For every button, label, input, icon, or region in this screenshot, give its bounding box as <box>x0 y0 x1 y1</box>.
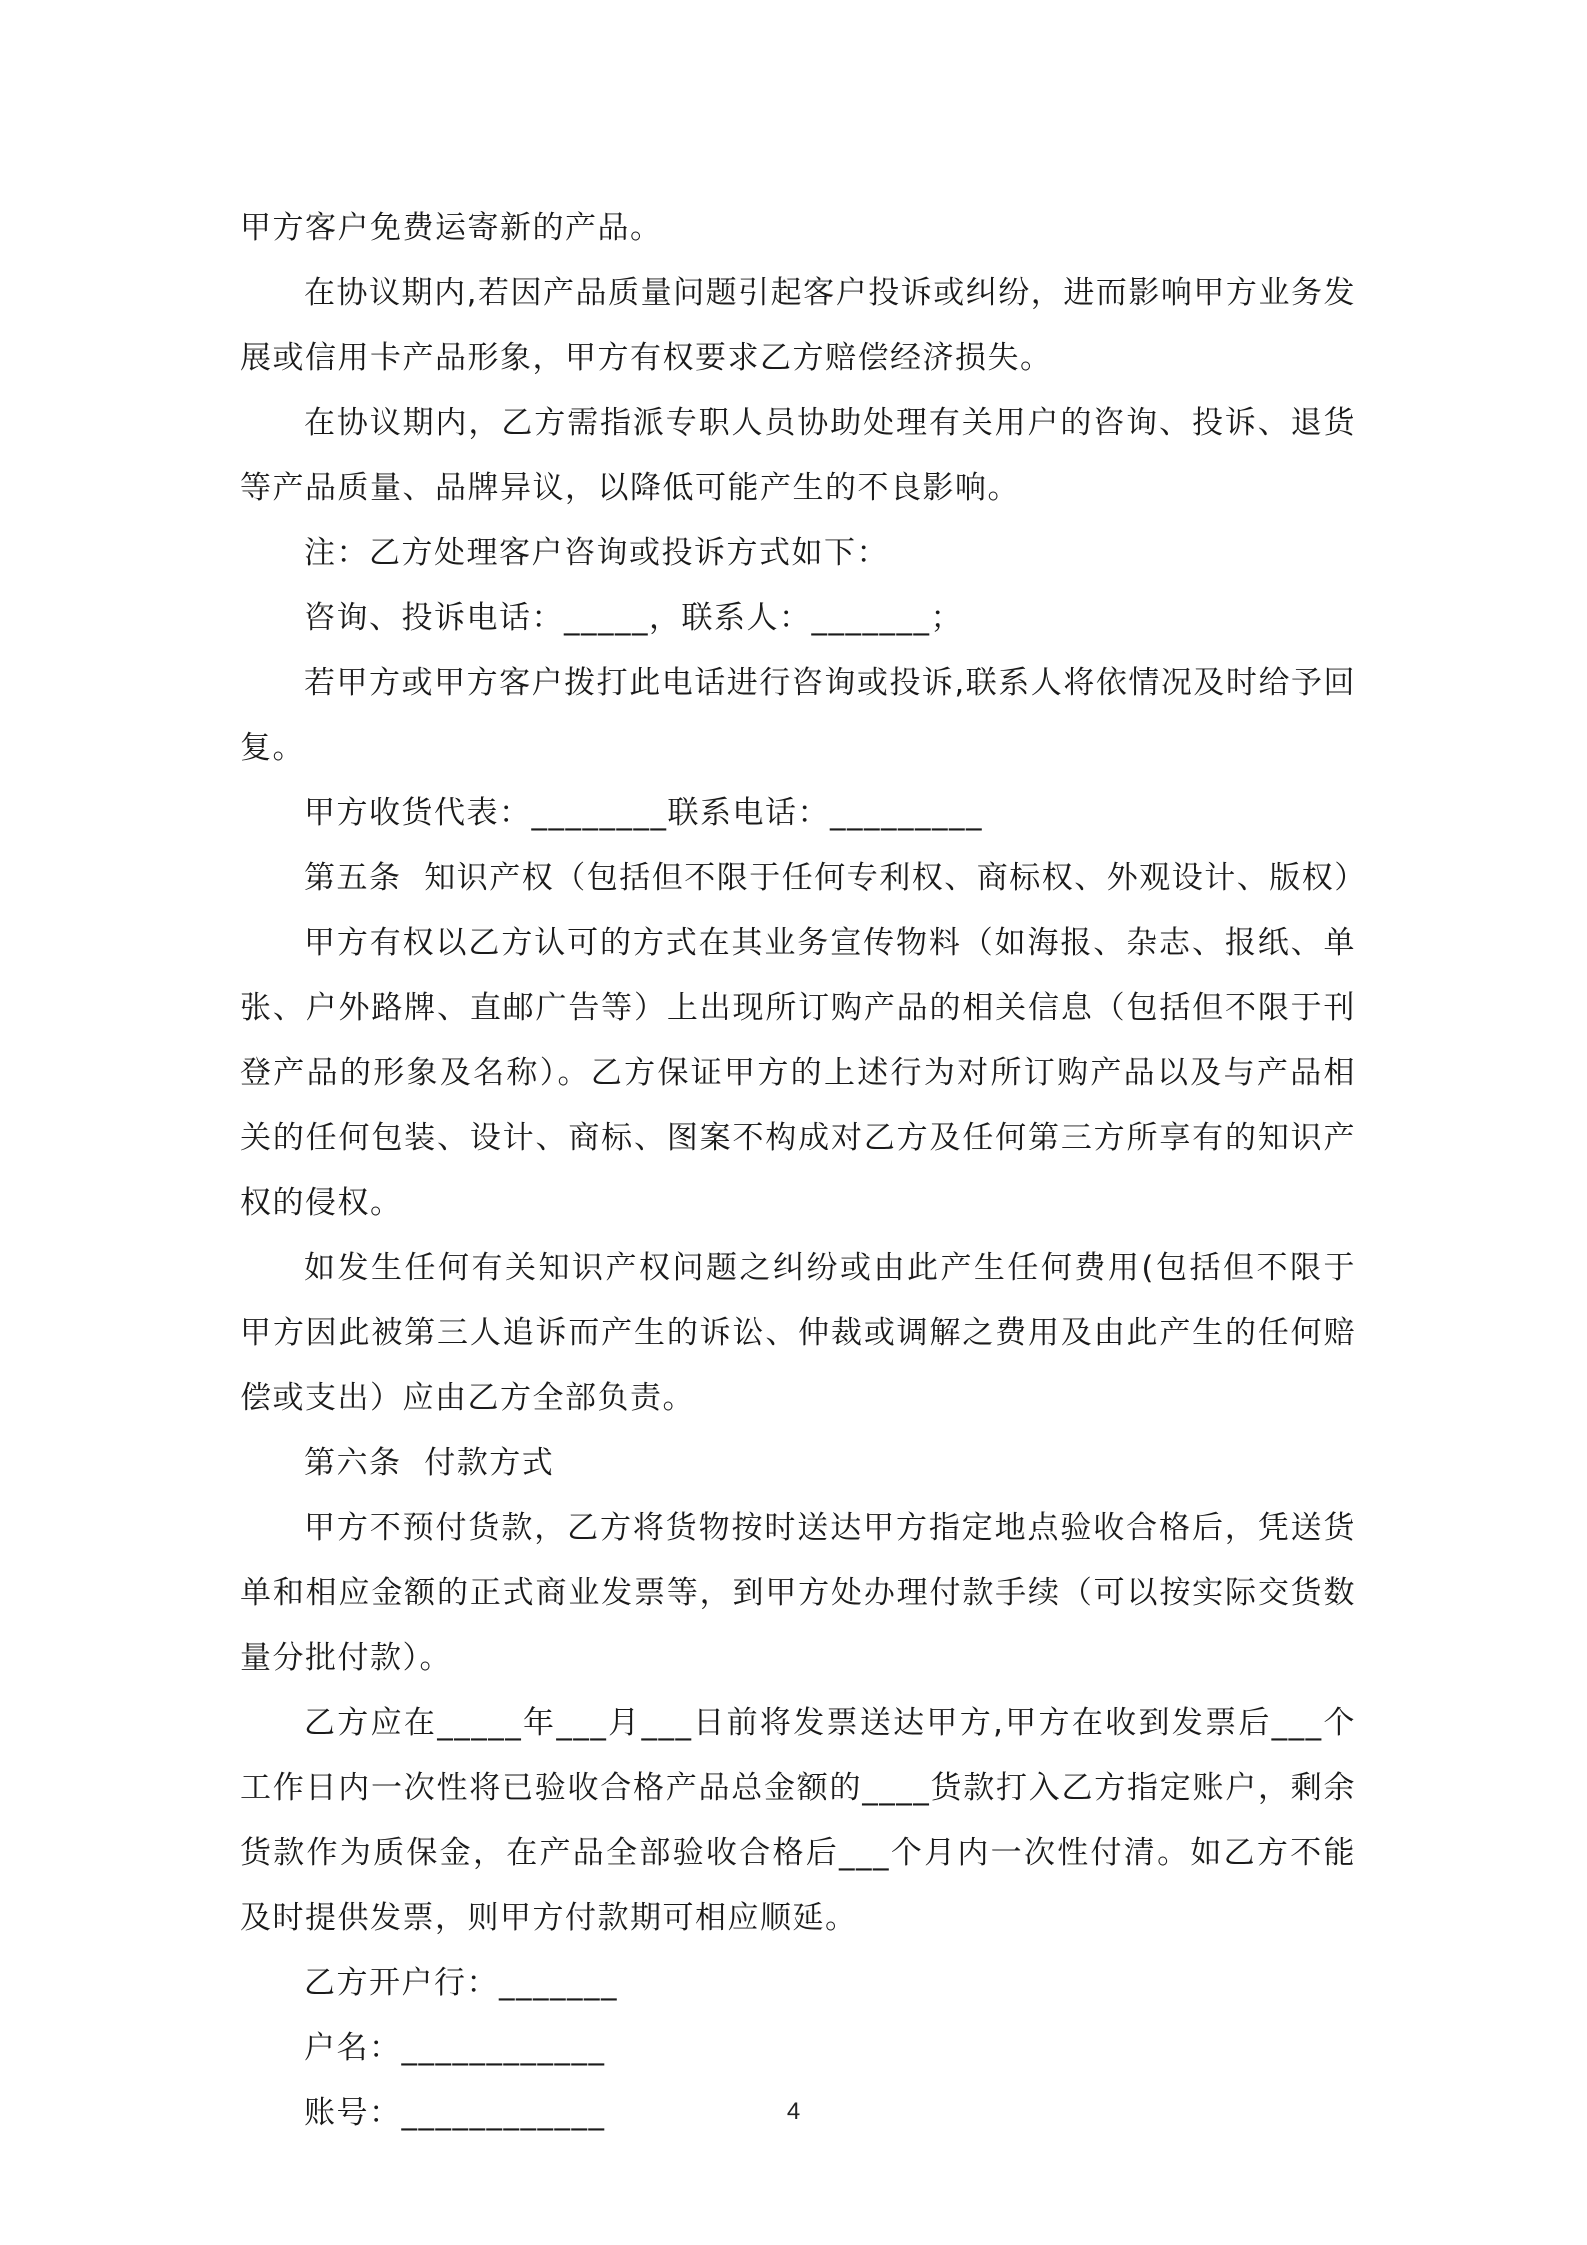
paragraph-13: 乙方应在_____年___月___日前将发票送达甲方,甲方在收到发票后___个工作日内一次性将已验收合格产品总金额的____货款打入乙方指定账户，剩余货款作为质保金，在产品全部验收合格后___个月内一次性付清。如乙方不能及时提供发票，则甲方付款期可相应顺延。 <box>240 1705 1356 1936</box>
paragraph-4: 注：乙方处理客户咨询或投诉方式如下： <box>304 535 889 571</box>
paragraph-1: 甲方客户免费运寄新的产品。 <box>240 210 663 246</box>
paragraph-7: 甲方收货代表：________联系电话：_________ <box>304 795 983 831</box>
paragraph-9: 甲方有权以乙方认可的方式在其业务宣传物料（如海报、杂志、报纸、单张、户外路牌、直邮广告等）上出现所订购产品的相关信息（包括但不限于刊登产品的形象及名称）。乙方保证甲方的上述行为对所订购产品以及与产品相关的任何包装、设计、商标、图案不构成对乙方及任何第三方所享有的知识产权的侵权。 <box>240 925 1356 1221</box>
section-heading-article-6: 第六条 付款方式 <box>304 1445 555 1481</box>
account-number-line: 账号：____________ <box>304 2095 606 2131</box>
account-name-line: 户名：____________ <box>304 2030 606 2066</box>
paragraph-2: 在协议期内,若因产品质量问题引起客户投诉或纠纷，进而影响甲方业务发展或信用卡产品形象，甲方有权要求乙方赔偿经济损失。 <box>240 275 1356 376</box>
bank-name-line: 乙方开户行：_______ <box>304 1965 618 2001</box>
page-body <box>240 196 1367 2146</box>
paragraph-12: 甲方不预付货款，乙方将货物按时送达甲方指定地点验收合格后，凭送货单和相应金额的正式商业发票等，到甲方处办理付款手续（可以按实际交货数量分批付款）。 <box>240 1510 1356 1676</box>
page-number: 4 <box>786 2098 801 2125</box>
paragraph-6: 若甲方或甲方客户拨打此电话进行咨询或投诉,联系人将依情况及时给予回复。 <box>240 665 1356 766</box>
paragraph-10: 如发生任何有关知识产权问题之纠纷或由此产生任何费用(包括但不限于甲方因此被第三人追诉而产生的诉讼、仲裁或调解之费用及由此产生的任何赔偿或支出）应由乙方全部负责。 <box>240 1250 1356 1416</box>
section-heading-article-5: 第五条 知识产权（包括但不限于任何专利权、商标权、外观设计、版权） <box>304 860 1367 896</box>
paragraph-3: 在协议期内，乙方需指派专职人员协助处理有关用户的咨询、投诉、退货等产品质量、品牌异议，以降低可能产生的不良影响。 <box>240 405 1356 506</box>
paragraph-5: 咨询、投诉电话：_____，联系人：_______； <box>304 600 963 636</box>
